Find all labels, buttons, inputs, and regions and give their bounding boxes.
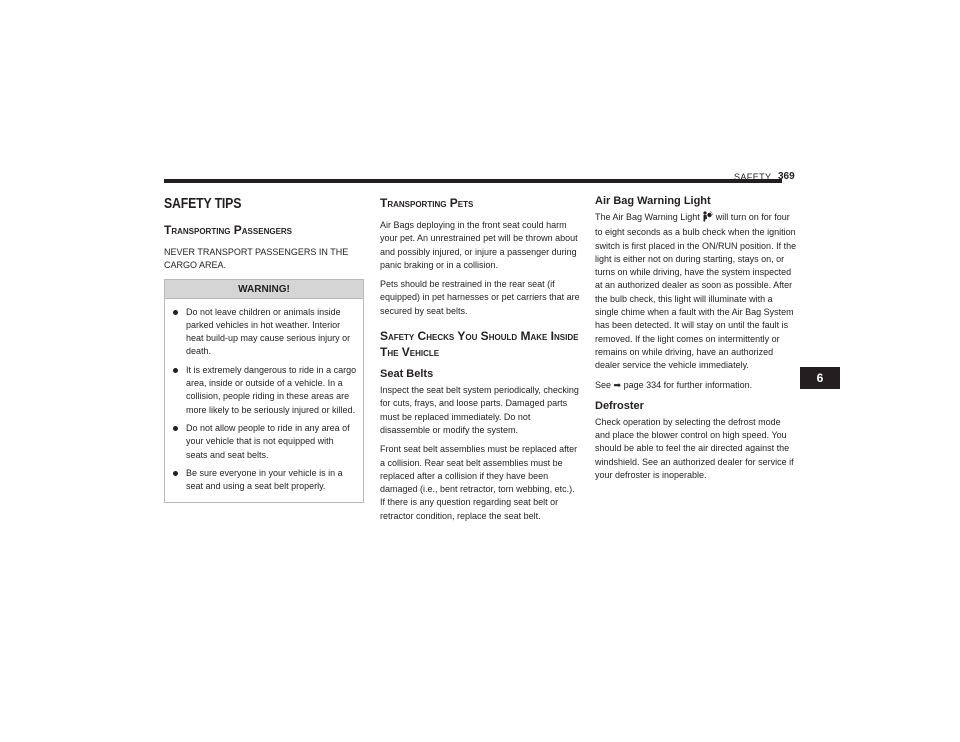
warning-box bbox=[164, 279, 364, 504]
warning-item-text: It is extremely dangerous to ride in a cargo area, inside or outside of a vehicle. In a collision, people riding in these areas are more likely to be seriously injured or killed. bbox=[186, 364, 357, 415]
defroster-paragraph: Check operation by selecting the defrost mode and place the blower control on high speed. You should be able to feel the air directed against the windshield. See an authorized dealer for service if your defroster is inoperable. bbox=[595, 416, 794, 481]
air-bag-warning-light-heading: Air Bag Warning Light bbox=[595, 195, 711, 207]
bullet-icon bbox=[173, 471, 178, 476]
warning-item-text: Do not leave children or animals inside parked vehicles in hot weather. Interior heat build-up may cause serious injury or death. bbox=[186, 306, 351, 357]
transporting-passengers-heading: Transporting Passengers bbox=[164, 223, 293, 237]
bullet-icon bbox=[173, 426, 178, 431]
warning-item bbox=[173, 467, 357, 494]
pets-paragraph-1: Air Bags deploying in the front seat could harm your pet. An unrestrained pet will be thrown about and possibly injured, or injure a passenger during panic braking or in a collision. bbox=[380, 220, 578, 270]
transporting-passengers-text: NEVER TRANSPORT PASSENGERS IN THE CARGO AREA. bbox=[164, 247, 349, 271]
defroster-heading: Defroster bbox=[595, 399, 644, 412]
column-1 bbox=[164, 195, 364, 503]
see-reference bbox=[595, 379, 797, 392]
warning-title: WARNING! bbox=[165, 280, 363, 299]
seat-belts-heading: Seat Belts bbox=[380, 368, 434, 381]
seat-belts-paragraph-2: Front seat belt assemblies must be replaced after a collision. Rear seat belt assemblies must be replaced after a collision if they have been damaged (i.e., bent retractor, torn webbing, etc.). If there is any question regarding seat belt or retractor condition, replace the seat belt. bbox=[380, 444, 578, 521]
header-section-title: SAFETY bbox=[734, 172, 772, 182]
transporting-pets-heading: Transporting Pets bbox=[380, 196, 474, 210]
arrow-right-icon: ➡ bbox=[613, 379, 622, 390]
column-2 bbox=[380, 195, 580, 529]
seat-belts-paragraph-1: Inspect the seat belt system periodically, checking for cuts, frays, and loose parts. Damaged parts must be replaced immediately. Do not disassemble or modify the system. bbox=[380, 385, 579, 435]
warning-item bbox=[173, 364, 357, 417]
warning-item bbox=[173, 306, 357, 359]
header-rule bbox=[164, 179, 782, 183]
warning-item-text: Be sure everyone in your vehicle is in a seat and using a seat belt properly. bbox=[186, 467, 343, 492]
airbag-warning-icon bbox=[702, 211, 713, 226]
warning-item-text: Do not allow people to ride in any area of your vehicle that is not equipped with seats and seat belts. bbox=[186, 422, 350, 460]
see-prefix: See bbox=[595, 379, 612, 390]
pets-paragraph-2: Pets should be restrained in the rear seat (if equipped) in pet harnesses or pet carriers that are secured by seat belts. bbox=[380, 279, 580, 316]
column-3 bbox=[595, 195, 797, 488]
bullet-icon bbox=[173, 368, 178, 373]
warning-list bbox=[165, 299, 363, 503]
air-bag-text-end: will turn on for four to eight seconds as a bulb check when the ignition switch is first placed in the ON/RUN position. If the light is either not on during starting, stays on, or turns on while driving, have the system inspected at an authorized dealer as soon as possible. After the bulb check, this light will illuminate with a single chime when a fault with the Air Bag System has been detected. It will stay on until the fault is removed. If the light comes on intermittently or remains on while driving, have an authorized dealer service the vehicle immediately. bbox=[595, 212, 797, 371]
bullet-icon bbox=[173, 310, 178, 315]
chapter-tab: 6 bbox=[800, 367, 840, 389]
air-bag-text-start: The Air Bag Warning Light bbox=[595, 212, 700, 222]
air-bag-paragraph bbox=[595, 211, 797, 373]
page-number: 369 bbox=[778, 171, 795, 182]
page-reference-link[interactable]: page 334 for further information. bbox=[623, 379, 753, 390]
safety-checks-heading: Safety Checks You Should Make Inside The Vehicle bbox=[380, 329, 579, 360]
section-title: SAFETY TIPS bbox=[164, 195, 242, 212]
warning-item bbox=[173, 422, 357, 462]
